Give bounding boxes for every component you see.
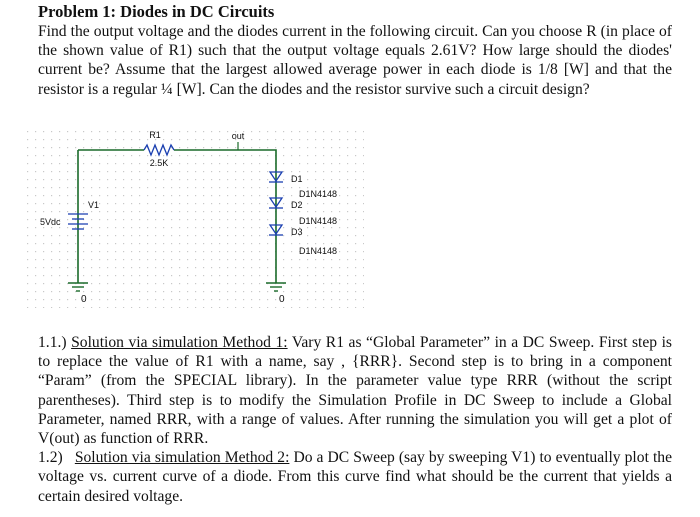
diode-d2-part: D1N4148 [299,216,338,226]
diode-d2-ref: D2 [291,200,303,210]
circuit-schematic [24,128,364,308]
diode-d1-ref: D1 [291,174,303,184]
source-ref: V1 [88,200,100,210]
problem-title: Problem 1: Diodes in DC Circuits [38,2,275,21]
ground-right-label: 0 [279,294,285,305]
method1-heading: Solution via simulation Method 1: [71,334,288,351]
diode-d3-part: D1N4148 [299,246,338,256]
source-value: 5Vdc [40,217,61,227]
method1-body: Vary R1 as “Global Parameter” in a DC Sweep. First step is to replace the value of R1 with a name, say , {RRR}. Second step is to bring in a component “Param” (from the SPECIAL library). In the parameter value type RRR (without the script parentheses). Third step is to modify the Simulation Profile in DC Sweep to include a Global Parameter, named RRR, with a range of values. After running the simulation you will get a plot of V(out) as function of RRR. [38,334,673,448]
ground-left-label: 0 [81,294,87,305]
method2-body: Do a DC Sweep (say by sweeping V1) to eventually plot the voltage vs. current curve of a diode. From this curve find what should be the current that yields a certain desired voltage. [38,449,672,505]
net-label-text: out [231,131,245,141]
method2-heading: Solution via simulation Method 2: [74,449,290,467]
r1-label: R1 [149,130,161,140]
solution-text [38,333,672,506]
method1-prefix: 1.1.) [38,334,72,351]
diode-d3-ref: D3 [291,227,303,237]
r1-value: 2.5K [149,158,169,168]
diode-d1-part: D1N4148 [299,189,338,199]
problem-intro: Find the output voltage and the diodes current in the following circuit. Can you choose R (in place of the shown value of R1) such that the output voltage equals 2.61V? How large should the diodes' current be? Assume that the largest allowed average power in each diode is 1/8 [W] and that the resistor is a regular ¼ [W]. Can the diodes and the resistor survive such a circuit design? [38,23,672,98]
method2-prefix: 1.2) [38,449,75,467]
